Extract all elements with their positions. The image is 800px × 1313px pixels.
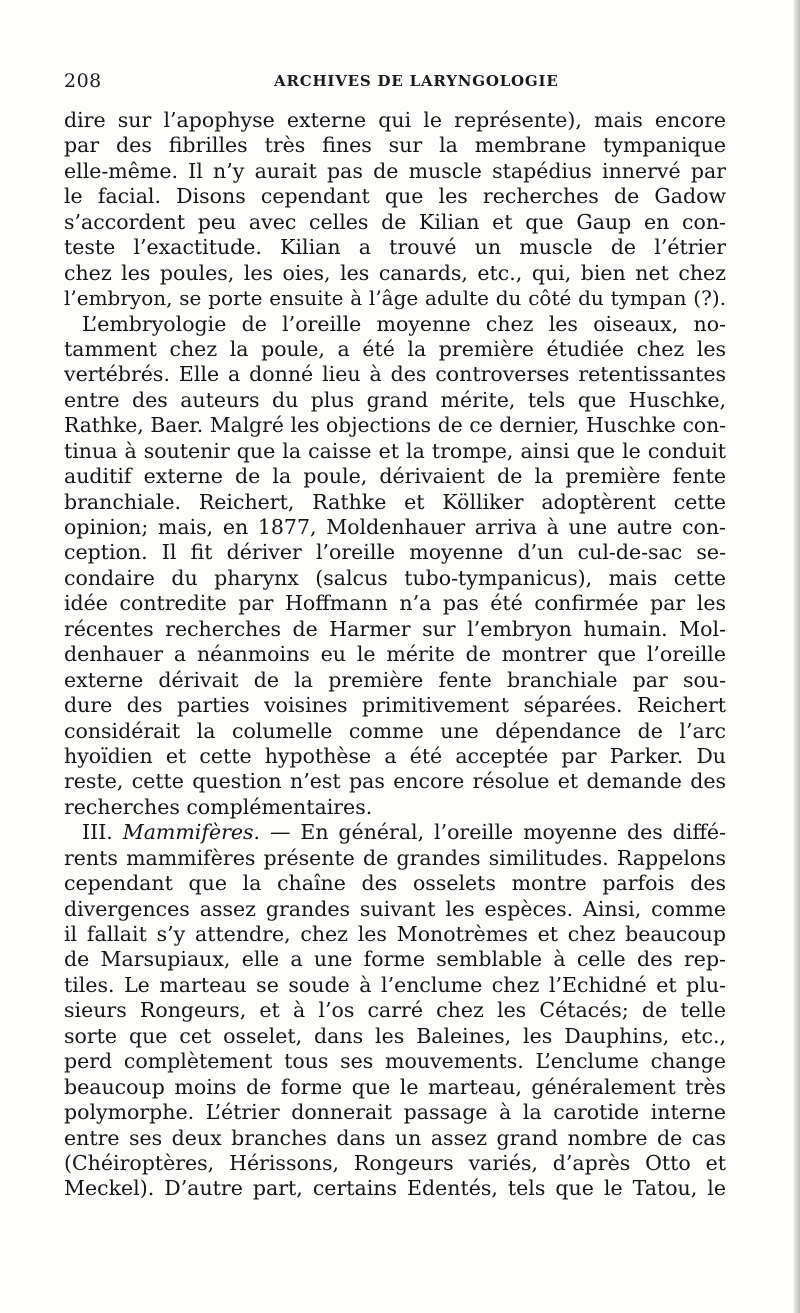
text-line: cependant que la chaîne des osselets montre parfois des (64, 871, 726, 896)
paragraph-start-line: L’embryologie de l’oreille moyenne chez les oiseaux, no- (82, 311, 726, 336)
text-line: le facial. Disons cependant que les recherches de Gadow (64, 184, 726, 209)
text-line: récentes recherches de Harmer sur l’embryon humain. Mol- (64, 616, 726, 641)
text-line: hyoïdien et cette hypothèse a été acceptée par Parker. Du (64, 743, 726, 768)
text-line: elle-même. Il n’y aurait pas de muscle stapédius innervé par (64, 158, 726, 183)
text-line: Meckel). D’autre part, certains Edentés, tels que le Tatou, le (64, 1176, 726, 1201)
body-text (64, 108, 726, 1202)
text-line: reste, cette question n’est pas encore résolue et demande des (64, 769, 726, 794)
text-line: il fallait s’y attendre, chez les Monotrèmes et chez beaucoup (64, 922, 726, 946)
text-line: idée contredite par Hoffmann n’a pas été confirmée par les (64, 591, 726, 616)
text-line: ception. Il fit dériver l’oreille moyenne d’un cul-de-sac se- (64, 540, 726, 565)
text-line: auditif externe de la poule, dérivaient de la première fente (64, 464, 726, 489)
section-heading-text: — En général, l’oreille moyenne des diffé- (260, 820, 726, 845)
page-edge-shadow (794, 0, 800, 1313)
text-line: l’embryon, se porte ensuite à l’âge adulte du côté du tympan (?). (64, 286, 726, 311)
text-line: Rathke, Baer. Malgré les objections de ce dernier, Huschke con- (64, 413, 726, 438)
text-line: par des fibrilles très fines sur la membrane tympanique (64, 133, 726, 158)
text-line: denhauer a néanmoins eu le mérite de montrer que l’oreille (64, 642, 726, 667)
text-line: sorte que cet osselet, dans les Baleines, les Dauphins, etc., (64, 1023, 726, 1048)
page-number: 208 (64, 70, 102, 92)
section-title: Mammifères. (122, 820, 261, 845)
text-line: condaire du pharynx (salcus tubo-tympanicus), mais cette (64, 565, 726, 590)
paragraph-end-line: recherches complémentaires. (64, 794, 373, 819)
text-line: beaucoup moins de forme que le marteau, généralement très (64, 1074, 726, 1099)
text-line: tinua à soutenir que la caisse et la trompe, ainsi que le conduit (64, 438, 726, 463)
text-line: sieurs Rongeurs, et à l’os carré chez les Cétacés; de telle (64, 998, 726, 1023)
text-line: vertébrés. Elle a donné lieu à des controverses retentissantes (64, 362, 726, 387)
section-number: III. (82, 820, 113, 845)
text-line: divergences assez grandes suivant les espèces. Ainsi, comme (64, 896, 726, 921)
text-line: perd complètement tous ses mouvements. L’enclume change (64, 1049, 726, 1074)
text-line: tiles. Le marteau se soude à l’enclume chez l’Echidné et plu- (64, 972, 726, 997)
text-line: (Chéiroptères, Hérissons, Rongeurs variés, d’après Otto et (64, 1150, 726, 1175)
text-line: opinion; mais, en 1877, Moldenhauer arriva à une autre con- (64, 515, 726, 539)
text-line: de Marsupiaux, elle a une forme semblable à celle des rep- (64, 947, 726, 972)
running-header (64, 70, 724, 94)
text-line: dure des parties voisines primitivement séparées. Reichert (64, 693, 726, 718)
text-line: s’accordent peu avec celles de Kilian et que Gaup en con- (64, 209, 726, 234)
section-heading-line (64, 820, 726, 845)
text-line: dire sur l’apophyse externe qui le représente), mais encore (64, 108, 726, 132)
text-line: teste l’exactitude. Kilian a trouvé un muscle de l’étrier (64, 235, 726, 260)
text-line: branchiale. Reichert, Rathke et Kölliker adoptèrent cette (64, 489, 726, 514)
text-line: externe dérivait de la première fente branchiale par sou- (64, 667, 726, 692)
text-line: entre des auteurs du plus grand mérite, tels que Huschke, (64, 387, 726, 412)
text-line: polymorphe. L’étrier donnerait passage à la carotide interne (64, 1100, 726, 1125)
text-line: tamment chez la poule, a été la première étudiée chez les (64, 336, 726, 361)
text-line: entre ses deux branches dans un assez grand nombre de cas (64, 1125, 726, 1150)
text-line: considérait la columelle comme une dépendance de l’arc (64, 718, 726, 743)
running-title: ARCHIVES DE LARYNGOLOGIE (274, 72, 559, 90)
text-line: chez les poules, les oies, les canards, etc., qui, bien net chez (64, 260, 726, 285)
text-line: rents mammifères présente de grandes similitudes. Rappelons (64, 845, 726, 870)
